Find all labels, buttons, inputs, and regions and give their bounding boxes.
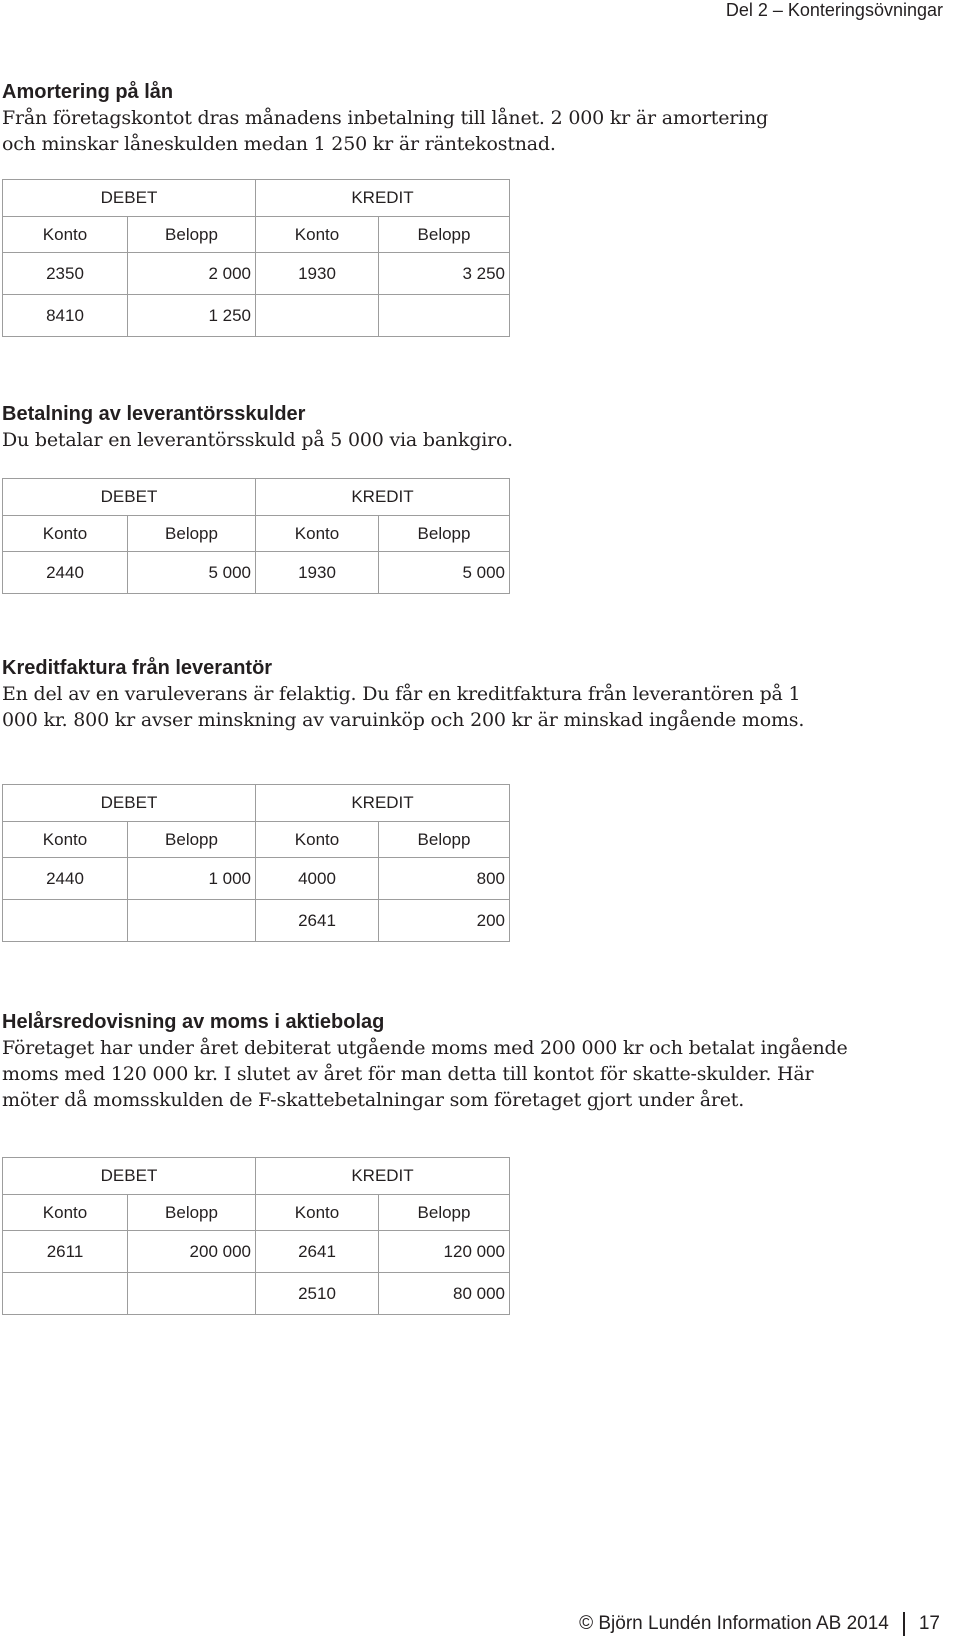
debet-konto: 2440 (3, 552, 128, 594)
table-row (3, 858, 510, 900)
table-row (3, 1231, 510, 1273)
table-row (3, 552, 510, 594)
kredit-belopp (379, 295, 510, 337)
debet-konto: 2440 (3, 858, 128, 900)
debet-belopp: 200 000 (128, 1231, 256, 1273)
debet-konto: 2350 (3, 253, 128, 295)
page-footer (579, 1612, 940, 1636)
section-body: En del av en varuleverans är felaktig. Du får en kreditfaktura från leverantören på 1 000 kr. 800 kr avser minskning av varuinköp och 200 kr är minskad ingående moms. (2, 683, 805, 731)
debet-belopp (128, 900, 256, 942)
kredit-belopp: 80 000 (379, 1273, 510, 1315)
kredit-konto: 1930 (256, 552, 379, 594)
kredit-belopp: 3 250 (379, 253, 510, 295)
section-kreditfaktura (2, 656, 902, 733)
debet-belopp: 2 000 (128, 253, 256, 295)
kredit-belopp: 120 000 (379, 1231, 510, 1273)
section-amortering (2, 80, 902, 157)
table-row (3, 295, 510, 337)
belopp-header: Belopp (128, 822, 256, 858)
konto-header: Konto (256, 516, 379, 552)
konto-header: Konto (256, 822, 379, 858)
konto-header: Konto (256, 217, 379, 253)
kredit-header: KREDIT (256, 479, 510, 516)
debet-konto (3, 900, 128, 942)
debet-belopp: 5 000 (128, 552, 256, 594)
belopp-header: Belopp (379, 217, 510, 253)
belopp-header: Belopp (379, 822, 510, 858)
konto-header: Konto (3, 1195, 128, 1231)
belopp-header: Belopp (379, 1195, 510, 1231)
running-header: Del 2 – Konteringsövningar (725, 0, 943, 20)
section-body: Företaget har under året debiterat utgående moms med 200 000 kr och betalat ingående moms med 120 000 kr. I slutet av året för man detta till kontot för skatte-skulder. Här möter då momsskulden de F-skattebetalningar som företaget gjort under året. (2, 1037, 848, 1111)
debet-header: DEBET (3, 1158, 256, 1195)
debet-belopp: 1 000 (128, 858, 256, 900)
belopp-header: Belopp (128, 1195, 256, 1231)
kredit-belopp: 200 (379, 900, 510, 942)
section-body: Från företagskontot dras månadens inbetalning till lånet. 2 000 kr är amortering och minskar låneskulden medan 1 250 kr är räntekostnad. (2, 107, 769, 155)
kredit-header: KREDIT (256, 1158, 510, 1195)
debet-belopp: 1 250 (128, 295, 256, 337)
debet-konto (3, 1273, 128, 1315)
debet-header: DEBET (3, 785, 256, 822)
debet-konto: 2611 (3, 1231, 128, 1273)
section-title: Amortering på lån (2, 81, 174, 103)
ledger-table-leverantorsskulder (2, 478, 510, 594)
kredit-konto (256, 295, 379, 337)
table-row (3, 1273, 510, 1315)
debet-header: DEBET (3, 180, 256, 217)
debet-header: DEBET (3, 479, 256, 516)
belopp-header: Belopp (128, 217, 256, 253)
kredit-belopp: 800 (379, 858, 510, 900)
debet-konto: 8410 (3, 295, 128, 337)
kredit-konto: 1930 (256, 253, 379, 295)
konto-header: Konto (3, 217, 128, 253)
belopp-header: Belopp (379, 516, 510, 552)
ledger-table-kreditfaktura (2, 784, 510, 942)
kredit-konto: 2510 (256, 1273, 379, 1315)
kredit-konto: 2641 (256, 1231, 379, 1273)
ledger-table-amortering (2, 179, 510, 337)
belopp-header: Belopp (128, 516, 256, 552)
konto-header: Konto (256, 1195, 379, 1231)
debet-belopp (128, 1273, 256, 1315)
kredit-header: KREDIT (256, 180, 510, 217)
page-number: 17 (918, 1613, 940, 1634)
section-title: Helårsredovisning av moms i aktiebolag (2, 1011, 385, 1033)
section-body: Du betalar en leverantörsskuld på 5 000 via bankgiro. (2, 429, 513, 451)
copyright-text: © Björn Lundén Information AB 2014 (579, 1613, 889, 1634)
konto-header: Konto (3, 516, 128, 552)
kredit-header: KREDIT (256, 785, 510, 822)
konto-header: Konto (3, 822, 128, 858)
kredit-konto: 4000 (256, 858, 379, 900)
kredit-belopp: 5 000 (379, 552, 510, 594)
table-row (3, 900, 510, 942)
section-title: Betalning av leverantörsskulder (2, 403, 306, 425)
section-leverantorsskulder (2, 402, 902, 453)
ledger-table-moms (2, 1157, 510, 1315)
section-moms (2, 1010, 902, 1113)
footer-divider (903, 1612, 905, 1636)
kredit-konto: 2641 (256, 900, 379, 942)
section-title: Kreditfaktura från leverantör (2, 657, 273, 679)
table-row (3, 253, 510, 295)
